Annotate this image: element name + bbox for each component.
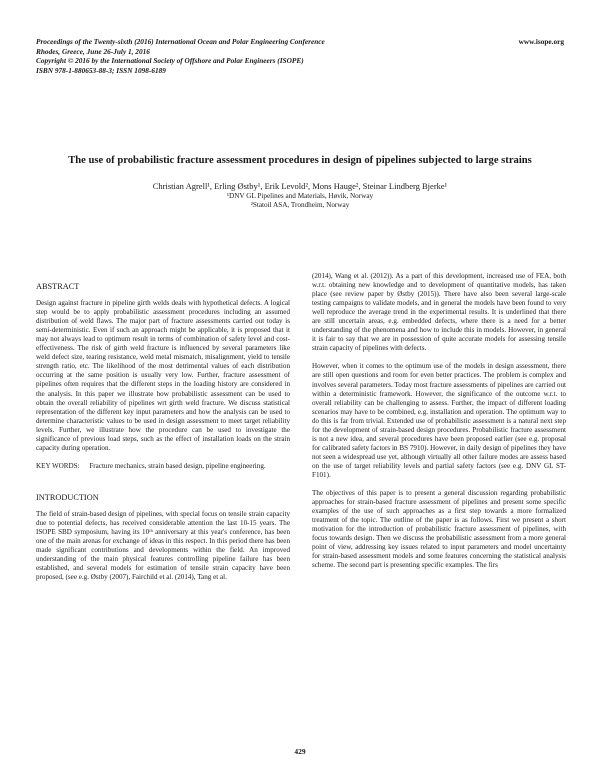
right-column bbox=[312, 272, 566, 579]
header-line-3: Copyright © 2016 by the International Society of Offshore and Polar Engineers (ISOPE) bbox=[36, 56, 304, 66]
introduction-paragraph-2: However, when it comes to the optimum use of the models in design assessment, there are still open questions and room for even better practices. The problem is complex and involves several parameters. Today most fracture assessments of pipelines are carried out within a deterministic framework. However, the significance of the outcome w.r.t. to overall reliability can be challenging to assess. Further, the impact of different loading scenarios may have to be combined, e.g. installation and operation. The optimum way to do this is far from trivial. Extended use of probabilistic assessment is a natural next step for the development of strain-based design procedures. Probabilistic fracture assessment is not a new idea, and several procedures have been proposed earlier (see e.g. proposal for calibrated safety factors in BS 7910). However, in daily design of pipelines they have not seen a widespread use yet, although virtually all other failure modes are assess based on the use of target reliability levels and partial safety factors (see e.g. DNV GL ST-F101). bbox=[312, 362, 566, 479]
page-number: 429 bbox=[294, 747, 306, 756]
author-list: Christian Agrell¹, Erling Østby¹, Erik Levold², Mons Hauge², Steinar Lindberg Bjerke¹ bbox=[152, 181, 448, 191]
abstract-text: Design against fracture in pipeline girth welds deals with hypothetical defects. A logical step would be to apply probabilistic assessment procedures including an assumed distribution of weld flaws. The major part of fracture assessments carried out today is semi-deterministic. Even if such an approach might be applicable, it is proposed that it may not always lead to optimum result in terms of combination of safety level and cost-effectiveness. The risk of girth weld fracture is influenced by several parameters like weld defect size, tearing resistance, weld metal mismatch, misalignment, yield to tensile strength ratio, etc. The likelihood of the most detrimental values of each distribution occurring at the same position is usually very low. Further, fracture assessment of pipelines often requires that the different steps in the loading history are considered in the analysis. In this paper we illustrate how probabilistic assessment can be used to obtain the overall reliability of pipelines wrt girth weld fracture. We discuss statistical representation of the different key input parameters and how the analysis can be used to determine characteristic values to be used in design assessment to meet target reliability levels. Further, we illustrate how the procedure can be used to investigate the significance of previous load steps, such as the effect of installation loads on the strain capacity during operation. bbox=[36, 299, 290, 452]
keywords-text: Fracture mechanics, strain based design, pipeline engineering. bbox=[89, 461, 266, 470]
header-line-1: Proceedings of the Twenty-sixth (2016) International Ocean and Polar Engineering Conference bbox=[36, 37, 325, 46]
abstract-heading: ABSTRACT bbox=[36, 282, 80, 291]
paper-title: The use of probabilistic fracture assessment procedures in design of pipelines subjected to large strains bbox=[68, 155, 532, 166]
website-url: www.isope.org bbox=[518, 37, 564, 46]
keywords bbox=[36, 462, 290, 471]
keywords-label: KEY WORDS: bbox=[36, 461, 80, 470]
introduction-paragraph-1-continued: (2014), Wang et al. (2012)). As a part of this development, increased use of FEA, both w.r.t. obtaining new knowledge and to development of quantitative models, has taken place (see review paper by Østby (2015)). There have also been several large-scale testing campaigns to validate models, and in general the models have been found to very well reproduce the average trend in the experimental results. It is underlined that there are still uncertain areas, e.g. embedded defects, where there is a need for a better understanding of the phenomena and how to include this in models. However, in general it is fair to say that we are in possession of quite accurate models for assessing tensile strain capacity of pipelines with defects. bbox=[312, 272, 566, 353]
introduction-paragraph-1: The field of strain-based design of pipelines, with special focus on tensile strain capacity due to potential defects, has received considerable attention the last 10-15 years. The ISOPE SBD symposium, having its 10ᵗʰ anniversary at this year's conference, has been one of the main arenas for exchange of ideas in this respect. In this period there has been made significant contributions and developments within the field. An improved understanding of the main physical features controlling pipeline failure has been established, and several models for estimation of tensile strain capacity have been proposed, (see e.g. Østby (2007), Fairchild et al. (2014), Tang et al. bbox=[36, 509, 290, 582]
introduction-heading: INTRODUCTION bbox=[36, 492, 99, 502]
introduction-paragraph-3: The objectives of this paper is to present a general discussion regarding probabilistic approaches for strain-based fracture assessment of pipelines and present some specific examples of the use of such approaches as a first step towards a more formalized treatment of the topic. The outline of the paper is as follows. First we present a short motivation for the introduction of probabilistic fracture assessment of pipelines, with focus towards design. Then we discuss the probabilistic assessment from a more general point of view, addressing key issues related to input parameters and model uncertainty for strain-based assessment models and some features concerning the statistical analysis scheme. The second part is presenting specific examples. The firs bbox=[312, 489, 566, 570]
header-line-2: Rhodes, Greece, June 26-July 1, 2016 bbox=[36, 46, 150, 56]
left-column bbox=[36, 282, 290, 591]
affiliation-1: ¹DNV GL Pipelines and Materials, Høvik, Norway bbox=[226, 192, 374, 200]
affiliation-2: ²Statoil ASA, Trondheim, Norway bbox=[250, 201, 350, 209]
conference-header bbox=[36, 37, 456, 75]
header-line-4: ISBN 978-1-880653-88-3; ISSN 1098-6189 bbox=[36, 65, 166, 75]
